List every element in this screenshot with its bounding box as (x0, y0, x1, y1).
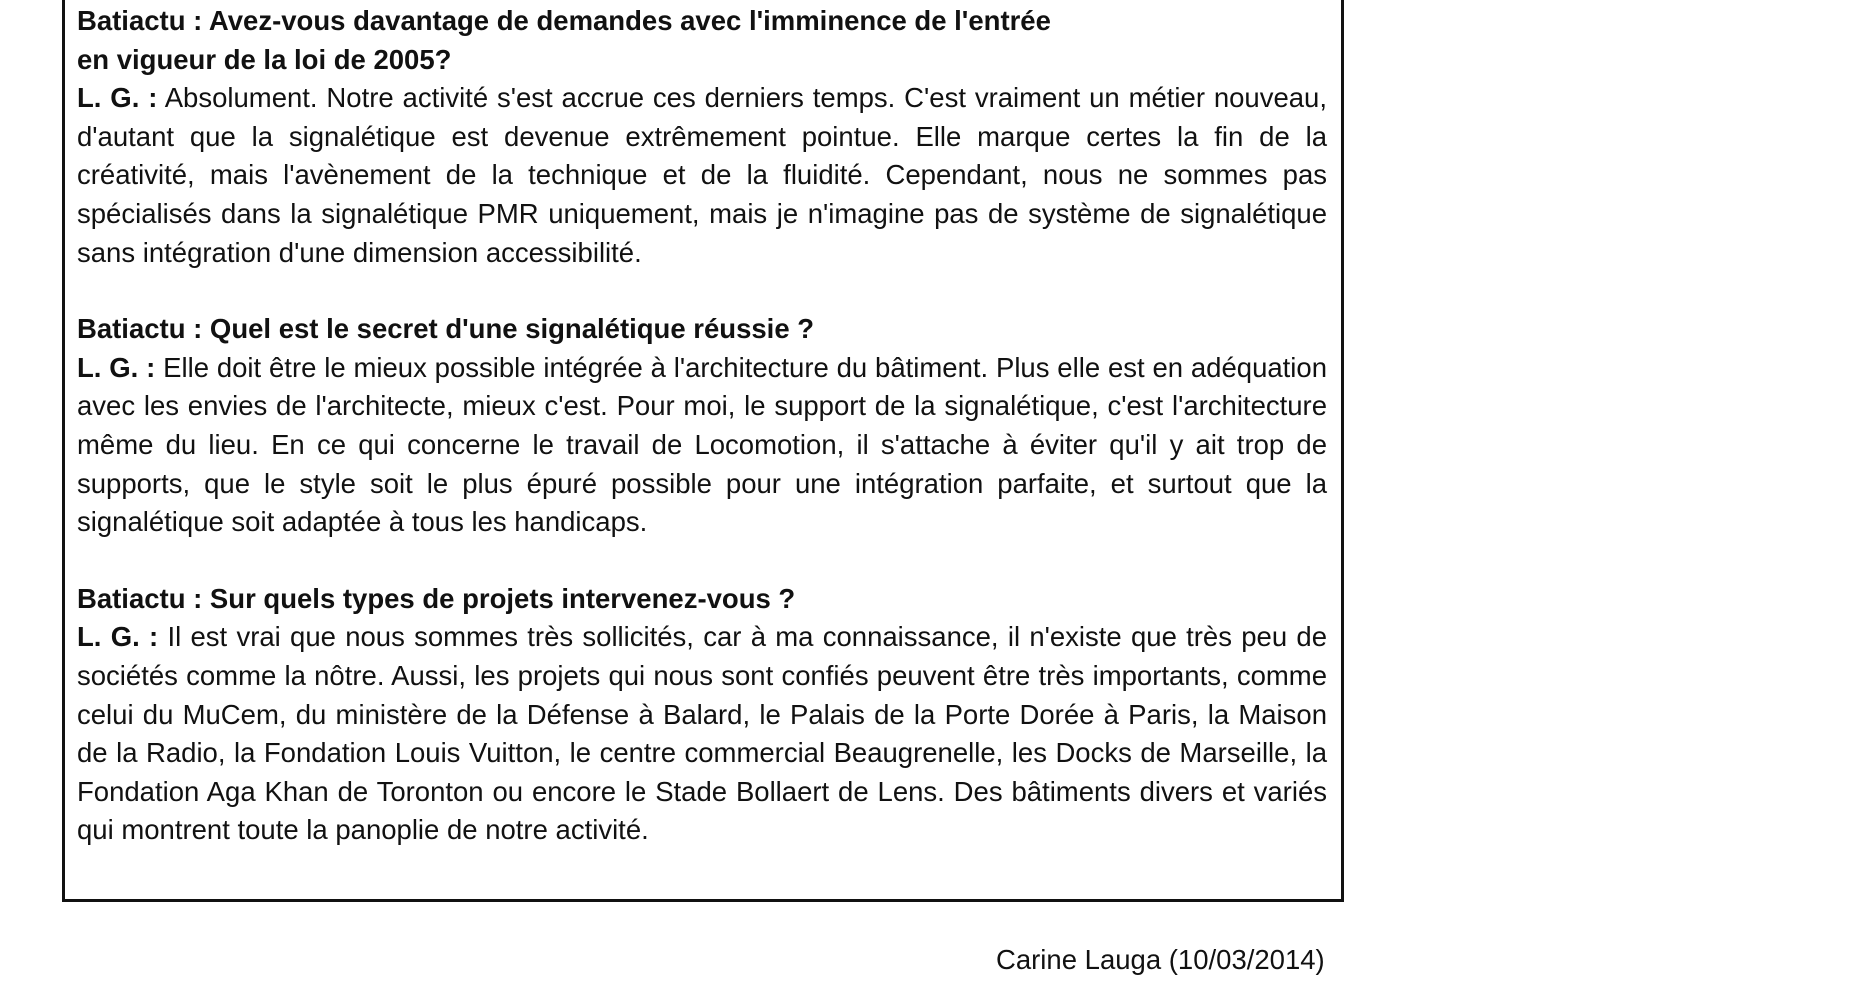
qa-block-2 (77, 310, 1327, 542)
question-1: Batiactu : Avez-vous davantage de demandes avec l'imminence de l'entrée en vigueur de la loi de 2005? (77, 5, 1051, 75)
speaker-label-1: L. G. : (77, 82, 158, 114)
answer-3 (77, 618, 1327, 850)
answer-2 (77, 349, 1327, 542)
answer-1 (77, 79, 1327, 272)
author-signature: Carine Lauga (10/03/2014) (996, 944, 1325, 975)
answer-text-2: Elle doit être le mieux possible intégrée à l'architecture du bâtiment. Plus elle est en adéquation avec les envies de l'architecte, mieux c'est. Pour moi, le support de la signalétique, c'est l'architecture même du lieu. En ce qui concerne le travail de Locomotion, il s'attache à éviter qu'il y ait trop de supports, que le style soit le plus épuré possible pour une intégration parfaite, et surtout que la signalétique soit adaptée à tous les handicaps. (77, 351, 1327, 538)
question-2: Batiactu : Quel est le secret d'une signalétique réussie ? (77, 313, 815, 345)
question-3: Batiactu : Sur quels types de projets intervenez-vous ? (77, 582, 796, 614)
answer-text-3: Il est vrai que nous sommes très sollicités, car à ma connaissance, il n'existe que très peu de sociétés comme la nôtre. Aussi, les projets qui nous sont confiés peuvent être très importants, comme celui du MuCem, du ministère de la Défense à Balard, le Palais de la Porte Dorée à Paris, la Maison de la Radio, la Fondation Louis Vuitton, le centre commercial Beaugrenelle, les Docks de Marseille, la Fondation Aga Khan de Toronton ou encore le Stade Bollaert de Lens. Des bâtiments divers et variés qui montrent toute la panoplie de notre activité. (77, 621, 1327, 846)
answer-text-1: Absolument. Notre activité s'est accrue ces derniers temps. C'est vraiment un métier nouveau, d'autant que la signalétique est devenue extrêmement pointue. Elle marque certes la fin de la créativité, mais l'avènement de la technique et de la fluidité. Cependant, nous ne sommes pas spécialisés dans la signalétique PMR uniquement, mais je n'imagine pas de système de signalétique sans intégration d'une dimension accessibilité. (77, 82, 1327, 268)
qa-block-3 (77, 580, 1327, 850)
speaker-label-3: L. G. : (77, 621, 159, 653)
speaker-label-2: L. G. : (77, 351, 156, 383)
qa-block-1 (77, 2, 1327, 272)
interview-content (77, 2, 1327, 888)
